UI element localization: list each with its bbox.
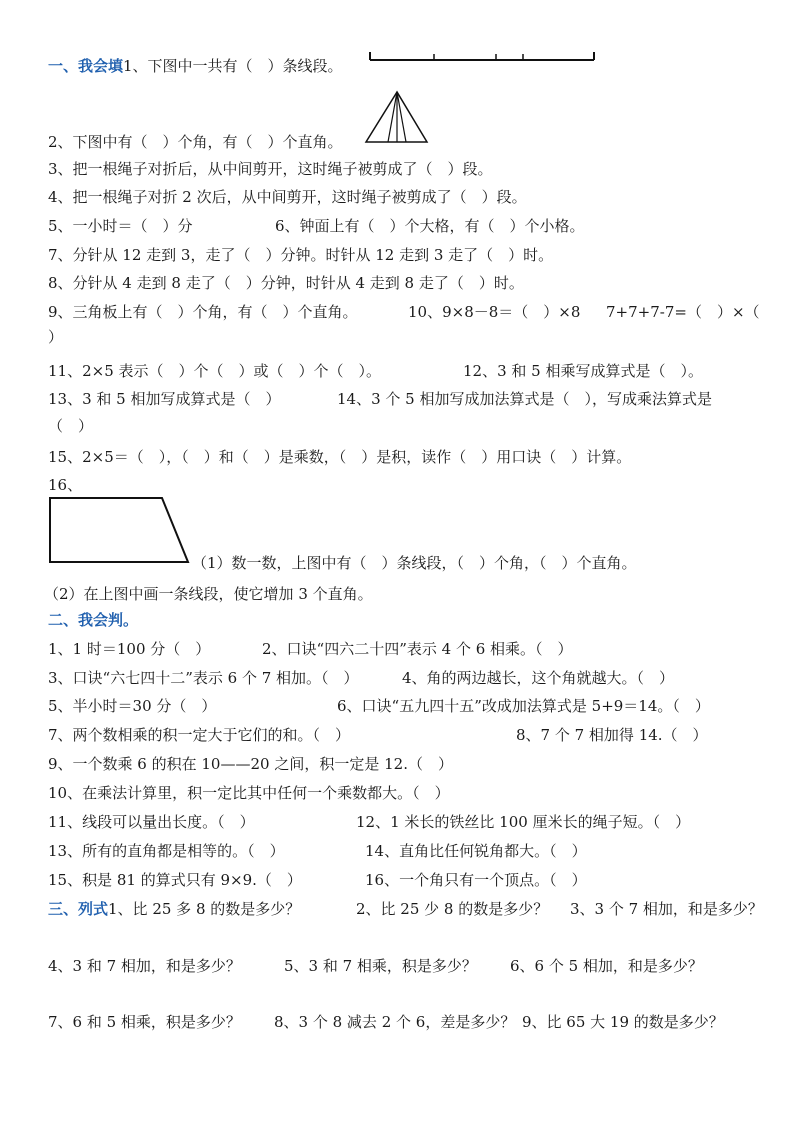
question-2: 2、下图中有（ ）个角，有（ ）个直角。	[48, 133, 343, 151]
judge-item: 6、口诀“五九四十五”改成加法算式是 5+9＝14。（ ）	[337, 697, 710, 715]
question-12: 12、3 和 5 相乘写成算式是（ ）。	[463, 362, 703, 380]
line-q1	[48, 56, 343, 76]
question-10-extra: 7+7+7-7=（ ）×（	[606, 303, 760, 321]
question-7: 7、分针从 12 走到 3，走了（ ）分钟。时针从 12 走到 3 走了（ ）时。	[48, 246, 554, 264]
question-14: 14、3 个 5 相加写成加法算式是（ ），写成乘法算式是	[337, 390, 712, 408]
section-2-title: 二、我会判。	[48, 611, 139, 629]
judge-item: 15、积是 81 的算式只有 9×9.（ ）	[48, 871, 302, 889]
judge-item: 16、一个角只有一个顶点。（ ）	[365, 871, 587, 889]
question-15: 15、2×5＝（ ），（ ）和（ ）是乘数，（ ）是积，读作（ ）用口诀（ ）计算。	[48, 448, 632, 466]
judge-item: 1、1 时＝100 分（ ）	[48, 640, 211, 658]
question-16-part-1: （1）数一数，上图中有（ ）条线段，（ ）个角，（ ）个直角。	[192, 554, 637, 572]
question-10: 10、9×8－8＝（ ）×8	[408, 303, 581, 321]
question-6: 6、钟面上有（ ）个大格，有（ ）个小格。	[275, 217, 585, 235]
judge-item: 12、1 米长的铁丝比 100 厘米长的绳子短。（ ）	[356, 813, 691, 831]
question-10-continued: ）	[48, 328, 64, 346]
judge-item: 8、7 个 7 相加得 14.（ ）	[516, 726, 708, 744]
triangle-figure	[364, 90, 430, 146]
question-3: 3、把一根绳子对折后，从中间剪开，这时绳子被剪成了（ ）段。	[48, 160, 493, 178]
formula-item: 8、3 个 8 减去 2 个 6，差是多少？	[274, 1013, 516, 1031]
judge-item: 5、半小时＝30 分（ ）	[48, 697, 217, 715]
formula-item: 1、比 25 多 8 的数是多少？	[108, 900, 301, 918]
judge-item: 13、所有的直角都是相等的。（ ）	[48, 842, 285, 860]
section-3-header: 三、列式	[48, 900, 109, 918]
question-5: 5、一小时＝（ ）分	[48, 217, 193, 235]
question-16: 16、	[48, 476, 83, 494]
line-s3-1	[48, 899, 300, 919]
question-9: 9、三角板上有（ ）个角，有（ ）个直角。	[48, 303, 358, 321]
judge-item: 14、直角比任何锐角都大。（ ）	[365, 842, 587, 860]
question-1: 1、下图中一共有（ ）条线段。	[123, 57, 343, 75]
judge-item: 4、角的两边越长，这个角就越大。（ ）	[402, 669, 675, 687]
judge-item: 2、口诀“四六二十四”表示 4 个 6 相乘。（ ）	[262, 640, 573, 658]
segment-figure	[368, 50, 598, 66]
formula-item: 5、3 和 7 相乘，积是多少？	[284, 957, 477, 975]
quadrilateral-figure	[48, 494, 193, 566]
formula-item: 9、比 65 大 19 的数是多少？	[522, 1013, 724, 1031]
formula-item: 4、3 和 7 相加，和是多少？	[48, 957, 241, 975]
judge-item: 9、一个数乘 6 的积在 10——20 之间，积一定是 12.（ ）	[48, 755, 453, 773]
formula-item: 2、比 25 少 8 的数是多少？	[356, 900, 549, 918]
question-11: 11、2×5 表示（ ）个（ ）或（ ）个（ ）。	[48, 362, 382, 380]
section-2-header	[48, 610, 138, 630]
question-14-continued: （ ）	[48, 417, 94, 435]
formula-item: 7、6 和 5 相乘，积是多少？	[48, 1013, 241, 1031]
judge-item: 3、口诀“六七四十二”表示 6 个 7 相加。（ ）	[48, 669, 359, 687]
question-16-part-2: （2）在上图中画一条线段，使它增加 3 个直角。	[44, 585, 373, 603]
formula-item: 6、6 个 5 相加，和是多少？	[510, 957, 703, 975]
judge-item: 10、在乘法计算里，积一定比其中任何一个乘数都大。（ ）	[48, 784, 450, 802]
section-1-header: 一、我会填	[48, 57, 124, 75]
question-13: 13、3 和 5 相加写成算式是（ ）	[48, 390, 281, 408]
judge-item: 11、线段可以量出长度。（ ）	[48, 813, 255, 831]
judge-item: 7、两个数相乘的积一定大于它们的和。（ ）	[48, 726, 351, 744]
formula-item: 3、3 个 7 相加，和是多少？	[570, 900, 763, 918]
question-8: 8、分针从 4 走到 8 走了（ ）分钟，时针从 4 走到 8 走了（ ）时。	[48, 274, 524, 292]
question-4: 4、把一根绳子对折 2 次后，从中间剪开，这时绳子被剪成了（ ）段。	[48, 188, 527, 206]
